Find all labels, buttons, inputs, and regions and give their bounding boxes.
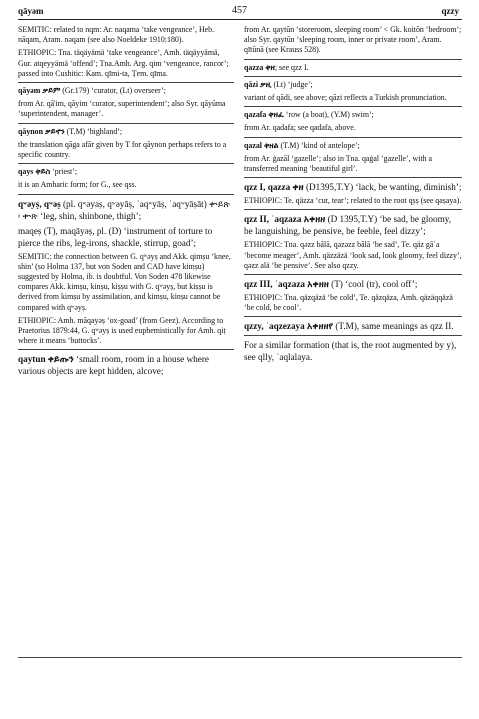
- entry-paragraph: from Ar. qadafa; see qadafa, above.: [244, 123, 356, 133]
- entry-paragraph: from Ar. ġazāl ‘gazelle’; also in Tna. qaġal ‘gazelle’, with a transferred meaning ‘beautiful girl’.: [244, 153, 433, 174]
- entry-headline: [244, 278, 462, 290]
- entry-headline: [18, 167, 234, 177]
- entry-separator: [244, 335, 462, 336]
- entry-paragraph: ETHIOPIC: Te. qäzza ‘cut, tear’; related to the root qṣṣ (see qaṣaya).: [244, 196, 462, 206]
- entry-gloss: (D 1395,T.Y) ‘be sad, be gloomy, be languishing, be pensive, be feeble, feel dizzy’;: [244, 214, 452, 237]
- entry-separator: [244, 209, 462, 210]
- entry-headline: [244, 63, 462, 73]
- entry-separator: [18, 349, 234, 350]
- entry-paragraph: it is an Amharic form; for G., see qss.: [18, 180, 137, 190]
- header-rule: [18, 19, 462, 20]
- entry-separator: [244, 274, 462, 275]
- entry-gloss: (D1395,T.Y) ‘lack, be wanting, diminish’;: [303, 182, 462, 193]
- entry-paragraph: SEMITIC: related to nqm: Ar. naqama ‘take vengeance’, Heb. nāqam, Aram. nəqam (see also Noeldeke 1910:180).: [18, 25, 215, 45]
- headword: qazza ቀዘ: [244, 62, 275, 72]
- headword: qaytun ቀይጡን: [18, 354, 74, 365]
- entry-gloss: ; see qzz I.: [274, 62, 309, 72]
- entry-headline: [18, 86, 234, 96]
- entry-headline: [244, 213, 462, 237]
- headword: qāynon ቃይኖን: [18, 126, 65, 136]
- entry-headline: [18, 353, 234, 377]
- entry-paragraph: from Ar. qā'im, qāyim ‘curator, superintendent’; also Syr. qāyūma ‘superintendent, manager’.: [18, 99, 226, 119]
- entry-paragraph: ETHIOPIC: Amh. māqayəṣ ‘ox-goad’ (from Geez). According to Praetorius 1879:44, G. qʷəyṣ is used euphemistically for Amh. qiṭ where it means ‘buttocks’.: [18, 315, 226, 346]
- headword: qazafa ቀዘፈ: [244, 110, 284, 120]
- entry-gloss: ‘priest’;: [50, 167, 78, 177]
- entry-separator: [244, 59, 462, 60]
- entry-paragraph: maqeṣ (T), maqāyəṣ, pl. (D) ‘instrument of torture to pierce the ribs, leg-irons, shackle, stirrup, goad’;: [18, 225, 213, 248]
- headword: qʷəyṣ, qʷəṣ: [18, 198, 61, 209]
- entry-gloss: ‘small room, room in a house where various objects are kept hidden, alcove;: [18, 354, 209, 377]
- running-head-right: qzzy: [441, 6, 459, 16]
- entry-headline: [244, 320, 462, 332]
- page-number: 457: [232, 5, 247, 16]
- entry-paragraph: variant of qādi, see above; qāzi reflects a Turkish pronunciation.: [244, 93, 447, 103]
- entry-gloss: (T.M), same meanings as qzz II.: [333, 321, 454, 332]
- entry-paragraph: ETHIOPIC: Tna. qäzqäzä ‘be cold’, Te. qäzqäza, Amh. qäzäqqäzä ‘be cold, be cool’.: [244, 293, 453, 313]
- entry-paragraph: For a similar formation (that is, the root augmented by y), see qlly, ʾaqlalaya.: [244, 340, 457, 363]
- headword: qāzi ቃዚ: [244, 79, 272, 89]
- entry-separator: [18, 82, 234, 83]
- headword: qzzy, ʾaqzezaya አቀዘዘየ: [244, 321, 334, 332]
- headword: qzz III, ʾaqzaza አቀዘዘ: [244, 279, 329, 290]
- headword: qāyəm ቃይም: [18, 86, 61, 96]
- running-head-left: qāyəm: [18, 6, 44, 16]
- left-column: [18, 25, 234, 380]
- footer-rule: [18, 657, 462, 658]
- entry-gloss: (Lt) ‘judge’;: [271, 79, 313, 89]
- entry-paragraph: the translation qāga afār given by T for qāynon perhaps refers to a specific country.: [18, 139, 227, 160]
- entry-separator: [244, 177, 462, 178]
- entry-paragraph: from Ar. qaytūn ‘storeroom, sleeping room’ < Gk. koitōn ‘bedroom’; also Syr. qaytūn ‘sleeping room, inner or private room’, Aram. qītūnā (see Krauss 528).: [244, 25, 462, 55]
- entry-paragraph: ETHIOPIC: Tna. täqäyämä ‘take vengeance’, Amh. täqäyyämä, Gur. atqeyyämä ‘offend’; Tna.Amh. Arg. qim ‘vengeance, rancor’; passed into Cushitic: Kam. qīmi-ta, Ṭem. qīma.: [18, 48, 229, 78]
- entry-gloss: (pl. qʷəyaṣ, qʷəyāṣ, ʾaqʷyāṣ, ʾaqʷyāṣāt) ቍይጽ ፡ ቍጽ ‘leg, shin, shinbone, thigh’;: [18, 198, 231, 221]
- entry-gloss: (T.M) ‘highland’;: [64, 126, 123, 136]
- entry-headline: [18, 198, 234, 222]
- entry-headline: [244, 80, 462, 90]
- right-column: [244, 25, 462, 366]
- entry-gloss: (Gr.179) ‘curator, (Lt) overseer’;: [60, 86, 166, 96]
- entry-separator: [18, 123, 234, 124]
- entry-headline: [244, 110, 462, 120]
- entry-headline: [244, 141, 462, 151]
- entry-separator: [244, 106, 462, 107]
- headword: qzz II, ʾaqzaza አቀዘዘ: [244, 214, 326, 225]
- entry-gloss: (T.M) ‘kind of antelope’;: [278, 140, 360, 150]
- headword: qays ቀይስ: [18, 167, 51, 177]
- entry-headline: [18, 127, 234, 137]
- entry-separator: [18, 163, 234, 164]
- entry-paragraph: SEMITIC: the connection between G. qʷəyṣ and Akk. qimṣu ‘knee, shin’ (so Holma 137, but von Soden and CAD have kimṣu) suggested by Holma, ib. is doubtful. Von Soden 478 likewise compares Akk. kimṣu, kinṣu, kiṣṣu with G. qʷəyṣ, but kiṣṣu is derived from kimṣu by assimilation, and kimṣu, kinṣu cannot be compared with qʷəyṣ.: [18, 251, 231, 312]
- entry-headline: [244, 181, 462, 193]
- entry-separator: [244, 316, 462, 317]
- headword: qazal ቀዘል: [244, 140, 279, 150]
- entry-separator: [244, 76, 462, 77]
- entry-separator: [244, 137, 462, 138]
- entry-gloss: (T) ‘cool (tr), cool off’;: [328, 279, 418, 290]
- entry-paragraph: ETHIOPIC: Tna. qəzz bālā, qəzəzz bālā ‘be sad’, Te. qäz gāʿa ‘become meager’, Amh. qäzzäzä ‘look sad, look gloomy, feel dizzy’, qəzz alä ‘be pensive’. See also qzzy.: [244, 240, 462, 270]
- entry-gloss: ‘row (a boat), (Y.M) swim’;: [283, 110, 374, 120]
- entry-separator: [18, 194, 234, 195]
- headword: qzz I, qazza ቀዘ: [244, 182, 304, 193]
